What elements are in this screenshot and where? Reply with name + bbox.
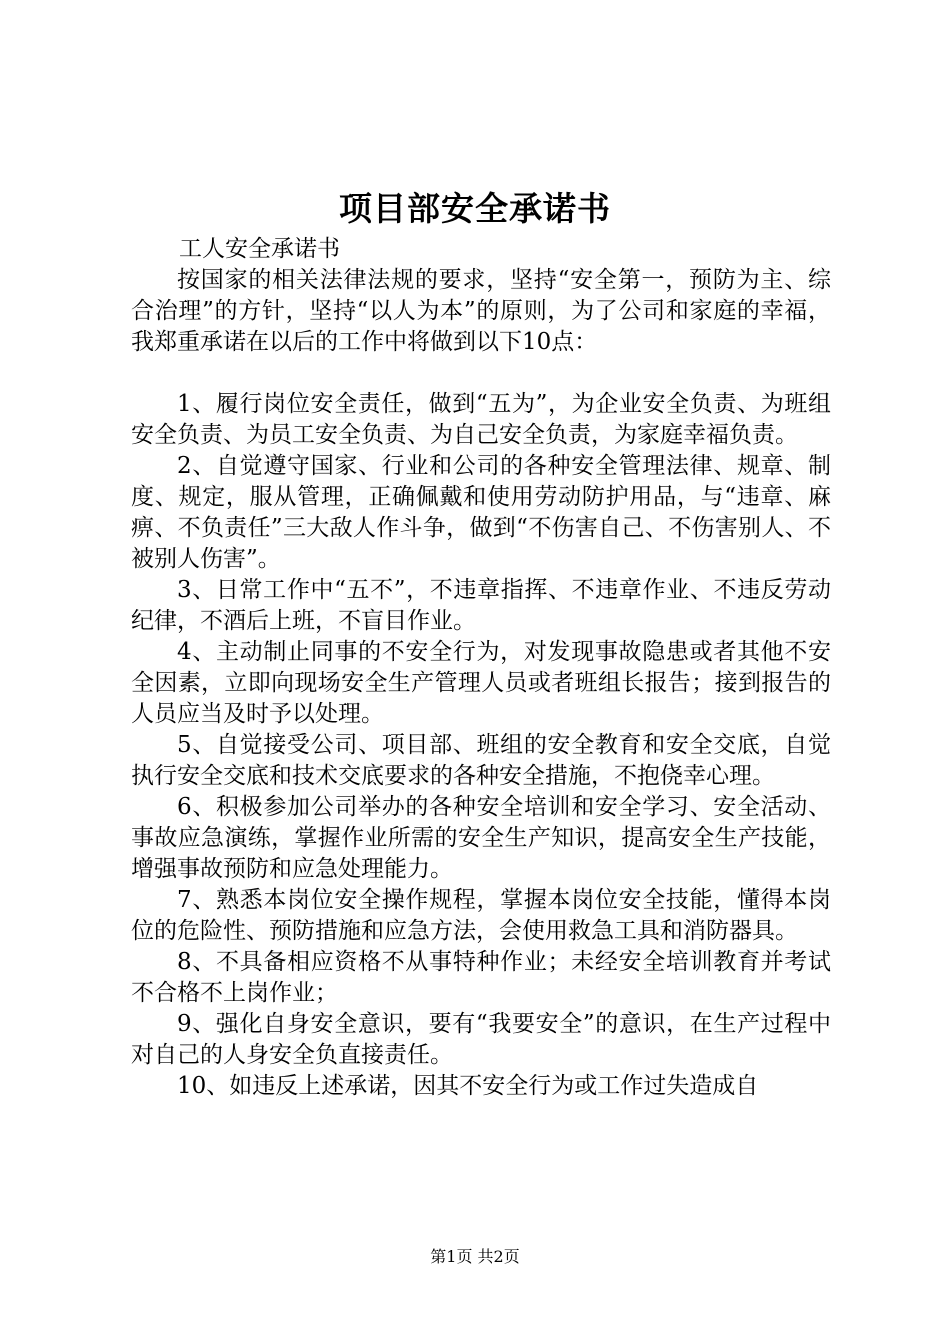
commitment-item-8: 8、不具备相应资格不从事特种作业；未经安全培训教育并考试不合格不上岗作业； bbox=[131, 949, 831, 1006]
commitment-item-10: 10、如违反上述承诺，因其不安全行为或工作过失造成自 bbox=[177, 1073, 759, 1099]
commitment-item-3: 3、日常工作中“五不”，不违章指挥、不违章作业、不违反劳动纪律，不酒后上班，不盲目作业。 bbox=[131, 577, 831, 634]
commitment-item-5: 5、自觉接受公司、项目部、班组的安全教育和安全交底，自觉执行安全交底和技术交底要求的各种安全措施，不抱侥幸心理。 bbox=[131, 732, 831, 789]
blank-line bbox=[131, 358, 831, 389]
commitment-item-9: 9、强化自身安全意识，要有“我要安全”的意识，在生产过程中对自己的人身安全负直接责任。 bbox=[131, 1011, 831, 1068]
commitment-item-4: 4、主动制止同事的不安全行为，对发现事故隐患或者其他不安全因素，立即向现场安全生产管理人员或者班组长报告；接到报告的人员应当及时予以处理。 bbox=[131, 639, 831, 727]
commitment-item-6: 6、积极参加公司举办的各种安全培训和安全学习、安全活动、事故应急演练，掌握作业所需的安全生产知识，提高安全生产技能，增强事故预防和应急处理能力。 bbox=[131, 794, 831, 882]
commitment-item-1: 1、履行岗位安全责任，做到“五为”，为企业安全负责、为班组安全负责、为员工安全负责、为自己安全负责，为家庭幸福负责。 bbox=[131, 391, 831, 448]
commitment-item-2: 2、自觉遵守国家、行业和公司的各种安全管理法律、规章、制度、规定，服从管理，正确佩戴和使用劳动防护用品，与“违章、麻痹、不负责任”三大敌人作斗争，做到“不伤害自己、不伤害别人、不被别人伤害”。 bbox=[131, 453, 831, 572]
document-title: 项目部安全承诺书 bbox=[339, 189, 611, 228]
document-body bbox=[131, 234, 831, 1102]
page-footer: 第1页 共2页 bbox=[430, 1247, 520, 1266]
intro-paragraph: 按国家的相关法律法规的要求，坚持“安全第一，预防为主、综合治理”的方针，坚持“以人为本”的原则，为了公司和家庭的幸福，我郑重承诺在以后的工作中将做到以下10点： bbox=[131, 267, 831, 355]
subtitle: 工人安全承诺书 bbox=[179, 236, 340, 262]
commitment-item-7: 7、熟悉本岗位安全操作规程，掌握本岗位安全技能，懂得本岗位的危险性、预防措施和应急方法，会使用救急工具和消防器具。 bbox=[131, 887, 831, 944]
